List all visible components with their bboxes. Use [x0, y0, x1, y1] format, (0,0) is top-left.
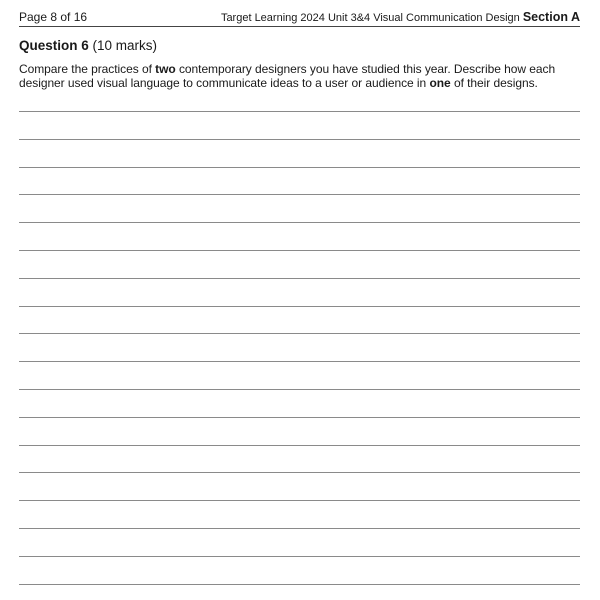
- answer-line[interactable]: [19, 389, 580, 390]
- question-label: Question 6: [19, 38, 89, 53]
- page-header: [19, 9, 580, 26]
- question-prompt: [19, 62, 581, 90]
- answer-line[interactable]: [19, 167, 580, 168]
- answer-line[interactable]: [19, 528, 580, 529]
- answer-line[interactable]: [19, 500, 580, 501]
- answer-line[interactable]: [19, 445, 580, 446]
- prompt-line-2: [19, 76, 581, 90]
- question-marks: (10 marks): [92, 38, 158, 53]
- answer-line[interactable]: [19, 306, 580, 307]
- running-title: [221, 9, 580, 27]
- answer-line[interactable]: [19, 278, 580, 279]
- prompt-text: designer used visual language to communicate ideas to a user or audience in: [19, 76, 430, 90]
- answer-line[interactable]: [19, 556, 580, 557]
- prompt-emphasis-two: two: [155, 62, 176, 76]
- prompt-emphasis-one: one: [429, 76, 451, 90]
- answer-line[interactable]: [19, 584, 580, 585]
- question-heading: [19, 37, 157, 54]
- prompt-text: of their designs.: [450, 76, 538, 90]
- section-label: Section A: [522, 10, 580, 24]
- prompt-text: contemporary designers you have studied this year. Describe how each: [175, 62, 556, 76]
- answer-line[interactable]: [19, 417, 580, 418]
- header-rule: [19, 26, 580, 27]
- page-number: Page 8 of 16: [19, 10, 88, 24]
- running-title-text: Target Learning 2024 Unit 3&4 Visual Communication Design: [220, 12, 520, 24]
- answer-line[interactable]: [19, 222, 580, 223]
- prompt-line-1: [19, 62, 581, 76]
- answer-line[interactable]: [19, 333, 580, 334]
- answer-line[interactable]: [19, 139, 580, 140]
- answer-line[interactable]: [19, 472, 580, 473]
- answer-line[interactable]: [19, 194, 580, 195]
- answer-line[interactable]: [19, 250, 580, 251]
- prompt-text: Compare the practices of: [19, 62, 156, 76]
- answer-line[interactable]: [19, 111, 580, 112]
- answer-line[interactable]: [19, 361, 580, 362]
